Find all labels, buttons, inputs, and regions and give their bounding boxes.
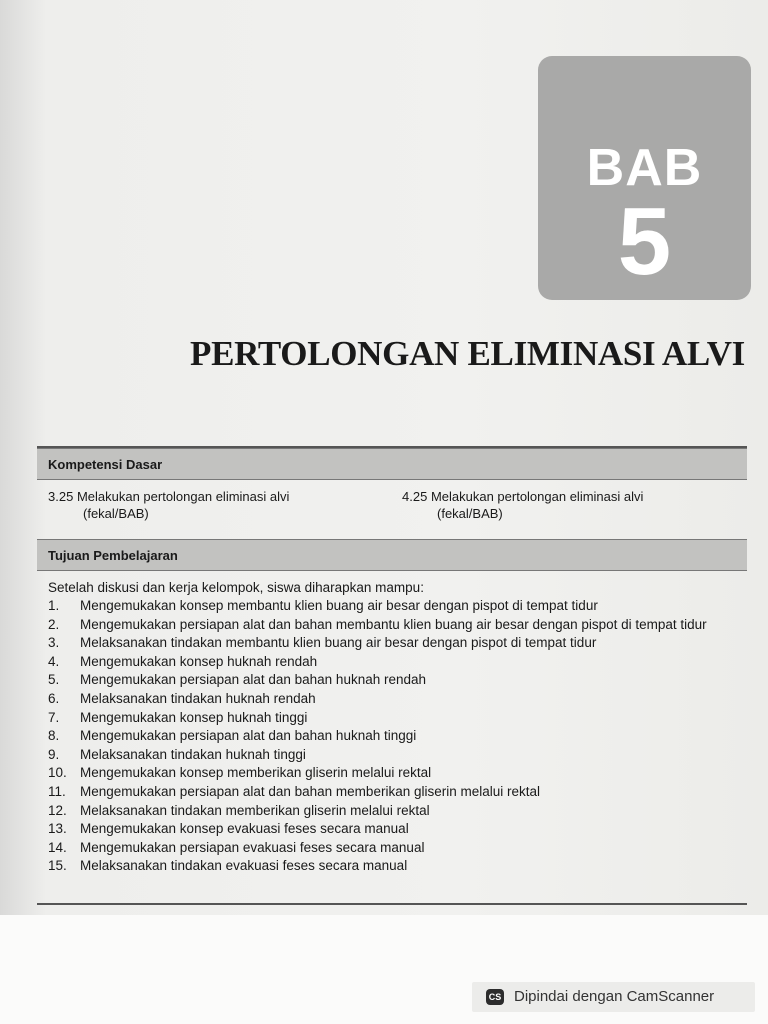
kompetensi-code: 3.25 [48,489,74,504]
objective-number: 11. [48,783,66,799]
objective-item [48,802,738,821]
objective-text: Mengemukakan konsep huknah rendah [80,653,318,669]
kompetensi-text-continued: (fekal/BAB) [83,506,149,521]
objective-item [48,839,738,858]
objective-item [48,820,738,839]
tujuan-pembelajaran-body [48,579,738,876]
objective-number: 7. [48,709,60,725]
competency-table [37,446,747,905]
objective-number: 8. [48,728,60,744]
objective-number: 9. [48,746,60,762]
kompetensi-text: Melakukan pertolongan eliminasi alvi [430,489,644,504]
objective-text: Mengemukakan konsep memberikan gliserin melalui rektal [80,765,432,781]
objective-item [48,709,738,728]
objective-text: Melaksanakan tindakan memberikan gliserin melalui rektal [80,802,430,818]
camscanner-logo-icon: CS [486,989,504,1005]
kompetensi-text: Melakukan pertolongan eliminasi alvi [76,489,290,504]
objectives-intro: Setelah diskusi dan kerja kelompok, siswa diharapkan mampu: [48,580,424,595]
kompetensi-item [48,488,378,522]
chapter-badge [538,56,751,300]
objective-text: Mengemukakan persiapan alat dan bahan huknah tinggi [80,728,417,744]
objective-item [48,746,738,765]
objective-number: 2. [48,616,60,632]
objective-text: Melaksanakan tindakan evakuasi feses secara manual [80,858,408,874]
objective-text: Melaksanakan tindakan membantu klien buang air besar dengan pispot di tempat tidur [80,635,597,651]
watermark-text: Dipindai dengan CamScanner [514,988,715,1005]
objective-text: Mengemukakan persiapan alat dan bahan memberikan gliserin melalui rektal [80,783,541,799]
objective-text: Mengemukakan konsep huknah tinggi [80,709,308,725]
objective-item [48,597,738,616]
camscanner-watermark [472,982,755,1012]
objectives-list [48,597,738,876]
objective-text: Mengemukakan persiapan alat dan bahan huknah rendah [80,672,427,688]
kompetensi-dasar-heading: Kompetensi Dasar [37,448,747,480]
objective-item [48,616,738,635]
objective-number: 15. [48,858,67,874]
chapter-title: PERTOLONGAN ELIMINASI ALVI [190,334,746,373]
objective-text: Mengemukakan persiapan evakuasi feses secara manual [80,839,425,855]
objective-text: Mengemukakan konsep membantu klien buang air besar dengan pispot di tempat tidur [80,598,598,613]
objective-item [48,653,738,672]
objective-text: Melaksanakan tindakan huknah rendah [80,690,316,706]
objective-item [48,727,738,746]
objective-number: 1. [48,598,60,613]
objective-number: 14. [48,839,67,855]
objective-number: 5. [48,672,60,688]
objective-number: 12. [48,802,67,818]
objective-text: Mengemukakan persiapan alat dan bahan membantu klien buang air besar dengan pispot di tempat tidur [80,616,707,632]
kompetensi-text-continued: (fekal/BAB) [437,506,503,521]
objective-number: 6. [48,690,60,706]
objective-item [48,634,738,653]
chapter-label: BAB [586,139,703,197]
kompetensi-code: 4.25 [402,489,428,504]
chapter-number: 5 [617,188,672,295]
objective-number: 3. [48,635,60,651]
objective-item [48,857,738,876]
tujuan-pembelajaran-heading: Tujuan Pembelajaran [37,539,747,571]
objective-number: 13. [48,821,67,837]
objective-item [48,671,738,690]
objective-number: 10. [48,765,67,781]
objective-item [48,783,738,802]
objective-text: Mengemukakan konsep evakuasi feses secara manual [80,821,409,837]
kompetensi-item [402,488,732,522]
objective-number: 4. [48,653,60,669]
objective-text: Melaksanakan tindakan huknah tinggi [80,746,306,762]
objective-item [48,690,738,709]
objective-item [48,764,738,783]
